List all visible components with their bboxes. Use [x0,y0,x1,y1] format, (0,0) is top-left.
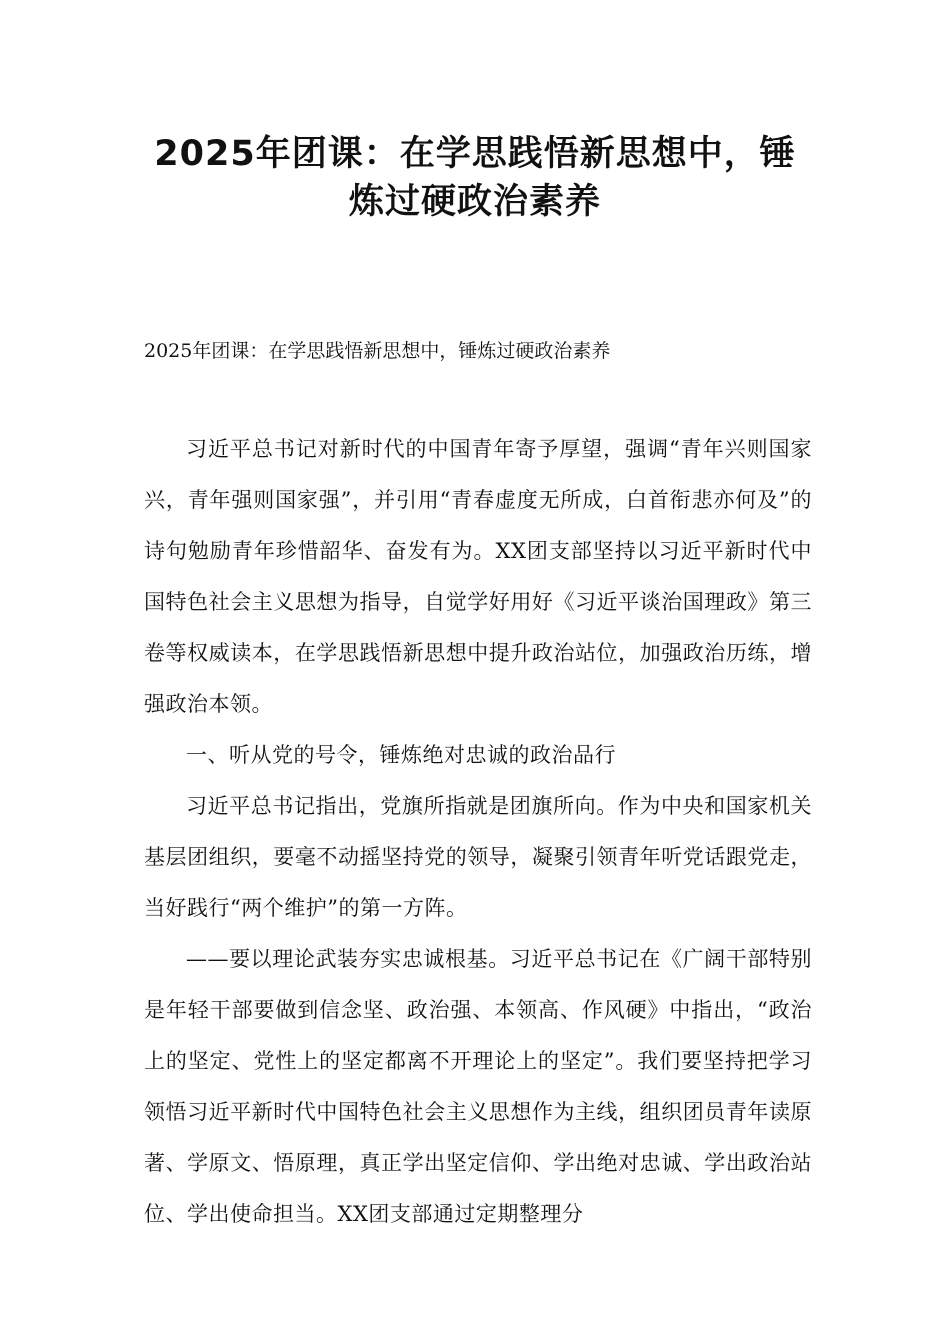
section-heading-1: 一、听从党的号令，锤炼绝对忠诚的政治品行 [186,743,616,767]
document-body [144,424,812,1240]
title-line-2: 炼过硬政治素养 [348,182,601,222]
paragraph-section-1: 习近平总书记指出，党旗所指就是团旗所向。作为中央和国家机关基层团组织，要毫不动摇坚持党的领导，凝聚引领青年听党话跟党走，当好践行“两个维护”的第一方阵。 [144,794,812,920]
paragraph-intro: 习近平总书记对新时代的中国青年寄予厚望，强调“青年兴则国家兴，青年强则国家强”，并引用“青春虚度无所成，白首衔悲亦何及”的诗句勉励青年珍惜韶华、奋发有为。XX团支部坚持以习近平新时代中国特色社会主义思想为指导，自觉学好用好《习近平谈治国理政》第三卷等权威读本，在学思践悟新思想中提升政治站位，加强政治历练，增强政治本领。 [144,437,812,716]
document-title [140,130,810,226]
paragraph-theory: ——要以理论武装夯实忠诚根基。习近平总书记在《广阔干部特别是年轻干部要做到信念坚、政治强、本领高、作风硬》中指出，“政治上的坚定、党性上的坚定都离不开理论上的坚定”。我们要坚持把学习领悟习近平新时代中国特色社会主义思想作为主线，组织团员青年读原著、学原文、悟原理，真正学出坚定信仰、学出绝对忠诚、学出政治站位、学出使命担当。XX团支部通过定期整理分 [144,947,812,1226]
title-line-1: 2025年团课：在学思践悟新思想中，锤 [154,134,796,174]
document-subtitle: 2025年团课：在学思践悟新思想中，锤炼过硬政治素养 [144,340,611,362]
